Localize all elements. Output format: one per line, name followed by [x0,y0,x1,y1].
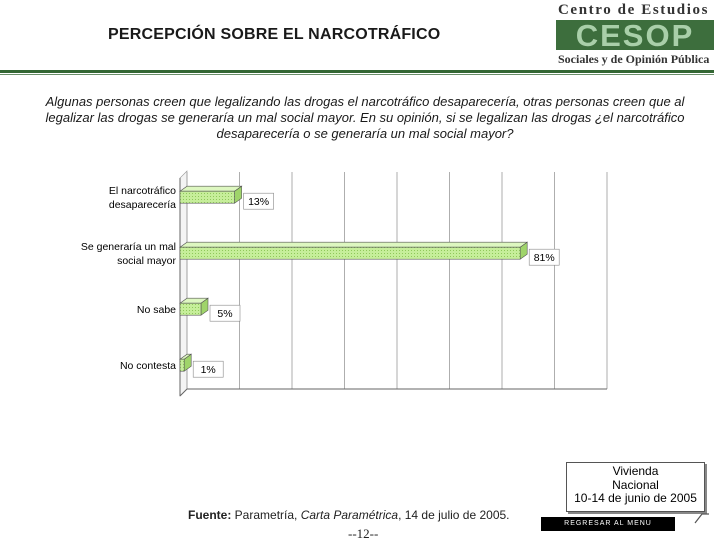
category-label: El narcotráfico [108,185,176,198]
bar [180,359,184,371]
survey-type: Vivienda [612,464,659,478]
value-label: 5% [217,308,233,321]
logo-bottom-text: Sociales y de Opinión Pública [558,52,710,66]
logo-block [556,20,714,50]
category-label: desaparecería [108,199,176,212]
corner-arrow-icon [694,512,710,524]
back-to-menu-button[interactable]: REGRESAR AL MENU PRINCIPAL [541,517,675,531]
category-label: social mayor [117,255,176,268]
value-label: 1% [200,364,216,377]
source-text-2: , 14 de julio de 2005. [398,508,510,522]
logo-top-text: Centro de Estudios [558,2,710,18]
source-label: Fuente: [188,508,232,522]
page-title: PERCEPCIÓN SOBRE EL NARCOTRÁFICO [108,26,441,43]
logo-main-text: CESOP [575,20,695,50]
bar-top [180,186,242,191]
survey-info-box [566,462,705,512]
bar-top [180,242,527,247]
bar [180,303,201,315]
source-note [188,508,510,522]
bar [180,191,235,203]
category-label: No contesta [119,360,176,373]
category-label: Se generaría un mal [80,241,176,254]
cesop-logo [556,2,714,68]
page-number: --12-- [348,526,379,541]
bar [180,247,520,259]
survey-dates: 10-14 de junio de 2005 [574,491,697,505]
header-rule [0,70,714,73]
header-rule-thin [0,74,714,75]
survey-scope: Nacional [612,477,659,492]
bar-chart [60,166,620,406]
value-label: 81% [533,252,555,265]
source-publication: Carta Paramétrica [300,508,399,522]
survey-question: Algunas personas creen que legalizando las drogas el narcotráfico desaparecería, otras personas creen que al legalizar las drogas se generaría un mal social mayor. En su opinión, si se legalizan las drogas ¿el narcotráfico desaparecería o se generaría un mal social mayor? [45,94,685,141]
source-text-1: Parametría, [231,508,301,522]
value-label: 13% [248,196,270,209]
category-label: No sabe [136,304,176,317]
